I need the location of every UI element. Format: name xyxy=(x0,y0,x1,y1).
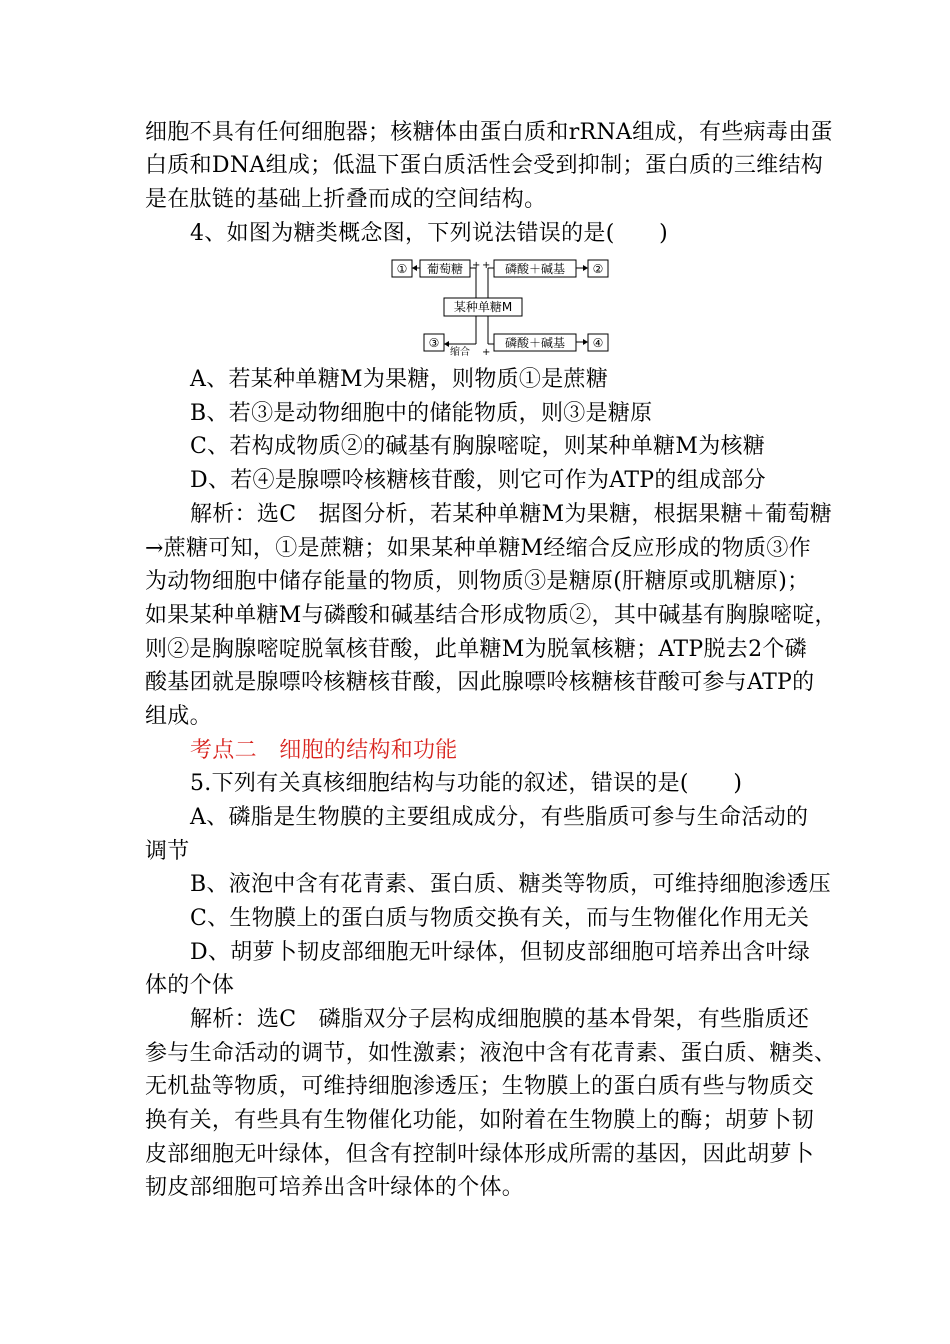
glucose-label: 葡萄糖 xyxy=(426,262,464,276)
answer-4-line: 组成。 xyxy=(145,704,212,729)
phos-base-top-label: 磷酸＋碱基 xyxy=(504,262,566,276)
answer-5-line: 无机盐等物质，可维持细胞渗透压；生物膜上的蛋白质有些与物质交 xyxy=(145,1074,815,1099)
answer-5-line: 皮部细胞无叶绿体，但含有控制叶绿体形成所需的基因，因此胡萝卜 xyxy=(145,1142,815,1167)
answer-4-line: 如果某种单糖M与磷酸和碱基结合形成物质②，其中碱基有胸腺嘧啶， xyxy=(145,603,837,628)
box-4-label: ④ xyxy=(592,336,604,350)
option-d-cont: 体的个体 xyxy=(145,973,235,998)
diagram-svg xyxy=(390,258,610,356)
question-5-stem: 5.下列有关真核细胞结构与功能的叙述，错误的是( ) xyxy=(190,771,743,796)
answer-4-line: 则②是胸腺嘧啶脱氧核苷酸，此单糖M为脱氧核糖；ATP脱去2个磷 xyxy=(145,637,807,662)
plus-sign: + xyxy=(472,260,481,271)
paragraph-line: 是在肽链的基础上折叠而成的空间结构。 xyxy=(145,187,547,212)
plus-sign: + xyxy=(482,347,491,356)
answer-5-line: 韧皮部细胞可培养出含叶绿体的个体。 xyxy=(145,1175,525,1200)
answer-4-line: 酸基团就是腺嘌呤核糖核苷酸，因此腺嘌呤核糖核苷酸可参与ATP的 xyxy=(145,670,815,695)
section-heading: 考点二 细胞的结构和功能 xyxy=(190,738,458,763)
question-4-stem: 4、如图为糖类概念图，下列说法错误的是( ) xyxy=(190,221,669,246)
condense-label: 缩合 xyxy=(450,347,470,356)
center-label: 某种单糖M xyxy=(453,300,513,314)
arrowhead-box1 xyxy=(412,265,417,271)
option-b: B、液泡中含有花青素、蛋白质、糖类等物质，可维持细胞渗透压 xyxy=(190,872,831,897)
arrowhead-box4 xyxy=(583,339,588,345)
option-d: D、若④是腺嘌呤核糖核苷酸，则它可作为ATP的组成部分 xyxy=(190,468,766,493)
arrowhead-box3 xyxy=(444,341,449,347)
option-d: D、胡萝卜韧皮部细胞无叶绿体，但韧皮部细胞可培养出含叶绿 xyxy=(190,940,811,965)
option-b: B、若③是动物细胞中的储能物质，则③是糖原 xyxy=(190,401,653,426)
option-a-cont: 调节 xyxy=(145,839,190,864)
paragraph-line: 白质和DNA组成；低温下蛋白质活性会受到抑制；蛋白质的三维结构 xyxy=(145,153,824,178)
sugar-concept-diagram xyxy=(390,258,610,356)
option-c: C、若构成物质②的碱基有胸腺嘧啶，则某种单糖M为核糖 xyxy=(190,434,766,459)
box-3-label: ③ xyxy=(428,336,440,350)
answer-4-line: 为动物细胞中储存能量的物质，则物质③是糖原(肝糖原或肌糖原)； xyxy=(145,569,810,594)
option-a: A、若某种单糖M为果糖，则物质①是蔗糖 xyxy=(190,367,609,392)
arrowhead-box2 xyxy=(583,265,588,271)
option-c: C、生物膜上的蛋白质与物质交换有关，而与生物催化作用无关 xyxy=(190,906,810,931)
answer-5-line: 参与生命活动的调节，如性激素；液泡中含有花青素、蛋白质、糖类、 xyxy=(145,1041,837,1066)
answer-5-line: 换有关，有些具有生物催化功能，如附着在生物膜上的酶；胡萝卜韧 xyxy=(145,1108,815,1133)
plus-sign: + xyxy=(482,260,491,271)
box-1-label: ① xyxy=(396,262,408,276)
option-a: A、磷脂是生物膜的主要组成成分，有些脂质可参与生命活动的 xyxy=(190,805,809,830)
answer-4-line: 解析：选C 据图分析，若某种单糖M为果糖，根据果糖＋葡萄糖 xyxy=(190,502,833,527)
answer-5-line: 解析：选C 磷脂双分子层构成细胞膜的基本骨架，有些脂质还 xyxy=(190,1007,810,1032)
answer-4-line: →蔗糖可知，①是蔗糖；如果某种单糖M经缩合反应形成的物质③作 xyxy=(145,536,811,561)
box-2-label: ② xyxy=(592,262,604,276)
phos-base-bottom-label: 磷酸＋碱基 xyxy=(504,336,566,350)
paragraph-line: 细胞不具有任何细胞器；核糖体由蛋白质和rRNA组成，有些病毒由蛋 xyxy=(145,120,833,145)
